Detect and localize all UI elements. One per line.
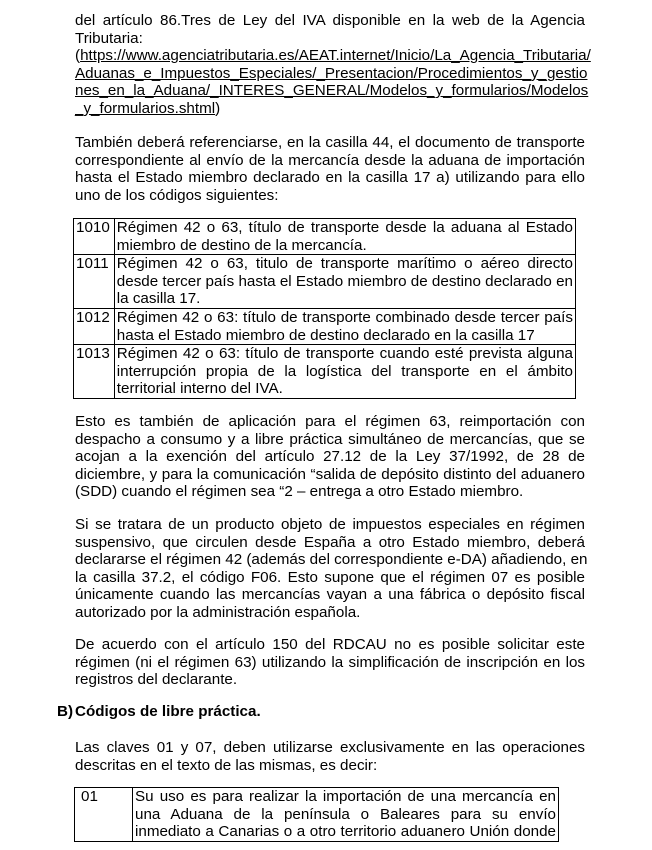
paragraph-line: la casilla 37.2, el código F06. Esto supone que el régimen 07 es posible [75, 568, 585, 586]
paragraph-line: correspondiente al envío de la mercancía desde la aduana de importación [75, 151, 585, 169]
paragraph-line: uno de los códigos siguientes: [75, 186, 279, 204]
paragraph-line: únicamente cuando las mercancías vayan a una fábrica o depósito fiscal [75, 586, 585, 604]
impuestos-especiales-paragraph [75, 516, 588, 622]
code-cell: 1013 [74, 345, 115, 399]
casilla44-paragraph [75, 134, 585, 204]
paragraph-line: despacho a consumo y a libre práctica simultáneo de mercancías, que se [75, 430, 585, 448]
claves-paragraph [75, 739, 585, 774]
paragraph-line: régimen (ni el régimen 63) utilizando la simplificación de inscripción en los [75, 653, 585, 671]
paragraph-line: Esto es también de aplicación para el régimen 63, reimportación con [75, 413, 585, 430]
agencia-tributaria-link[interactable]: _y_formularios.shtml [75, 99, 216, 117]
table-row [75, 788, 559, 842]
table-row [74, 308, 576, 344]
agencia-tributaria-link[interactable]: nes_en_la_Aduana/_INTERES_GENERAL/Modelos_y_formularios/Modelos [75, 82, 589, 100]
paragraph-line: hasta el Estado miembro declarado en la casilla 17 a) utilizando para ello [75, 169, 585, 187]
paragraph-line: Si se tratara de un producto objeto de impuestos especiales en régimen [75, 516, 585, 533]
description-cell: Régimen 42 o 63, titulo de transporte marítimo o aéreo directo desde tercer país hasta el Estado miembro de destino declarado en la casilla 17. [114, 255, 575, 309]
description-cell: Régimen 42 o 63: título de transporte cuando esté prevista alguna interrupción propia de la logística del transporte en el ámbito territorial interno del IVA. [114, 345, 575, 399]
paragraph-line: De acuerdo con el artículo 150 del RDCAU no es posible solicitar este [75, 636, 585, 653]
paragraph-line: acojan a la exención del artículo 27.12 de la Ley 37/1992, de 28 de [75, 448, 585, 466]
transport-codes-table [73, 218, 576, 399]
free-practice-codes-table [74, 787, 559, 842]
description-cell: Régimen 42 o 63, título de transporte desde la aduana al Estado miembro de destino de la mercancía. [114, 219, 575, 255]
rdcau-paragraph [75, 636, 585, 689]
code-cell: 1012 [74, 308, 115, 344]
agencia-tributaria-link[interactable]: Aduanas_e_Impuestos_Especiales/_Presentacion/Procedimientos_y_gestio [75, 64, 588, 82]
agencia-tributaria-link[interactable]: https://www.agenciatributaria.es/AEAT.internet/Inicio/La_Agencia_Tributaria/ [80, 47, 591, 65]
section-b-heading [57, 703, 261, 721]
paragraph-line: descritas en el texto de las mismas, es decir: [75, 756, 378, 774]
paragraph-line: autorizado por la administración española. [75, 603, 361, 621]
paragraph-line: También deberá referenciarse, en la casilla 44, el documento de transporte [75, 134, 585, 151]
paragraph-line: suspensivo, que circulen desde España a otro Estado miembro, deberá [75, 533, 585, 551]
table-row [74, 345, 576, 399]
paragraph-line: declararse el régimen 42 (además del correspondiente e-DA) añadiendo, en [75, 551, 588, 569]
intro-line: Tributaria: [75, 29, 143, 47]
table-row [74, 255, 576, 309]
section-letter: B) [57, 703, 74, 720]
code-cell: 1011 [74, 255, 115, 309]
code-cell: 01 [75, 788, 133, 842]
regimen63-paragraph [75, 413, 585, 501]
url-open-paren: ( [75, 47, 81, 65]
intro-paragraph [75, 12, 591, 118]
paragraph-line: diciembre, y para la comunicación “salida de depósito distinto del aduanero [75, 465, 585, 483]
url-close-paren: ) [215, 99, 221, 117]
table-row [74, 219, 576, 255]
code-cell: 1010 [74, 219, 115, 255]
paragraph-line: registros del declarante. [75, 671, 238, 689]
description-cell: Su uso es para realizar la importación de una mercancía en una Aduana de la península o Baleares para su envío inmediato a Canarias o a otro territorio aduanero Unión donde [133, 788, 559, 842]
paragraph-line: Las claves 01 y 07, deben utilizarse exclusivamente en las operaciones [75, 739, 585, 756]
intro-line: del artículo 86.Tres de Ley del IVA disponible en la web de la Agencia [75, 12, 585, 29]
description-cell: Régimen 42 o 63: título de transporte combinado desde tercer país hasta el Estado miembro de destino declarado en la casilla 17 [114, 308, 575, 344]
section-title: Códigos de libre práctica. [75, 703, 261, 720]
paragraph-line: (SDD) cuando el régimen sea “2 – entrega a otro Estado miembro. [75, 483, 524, 501]
